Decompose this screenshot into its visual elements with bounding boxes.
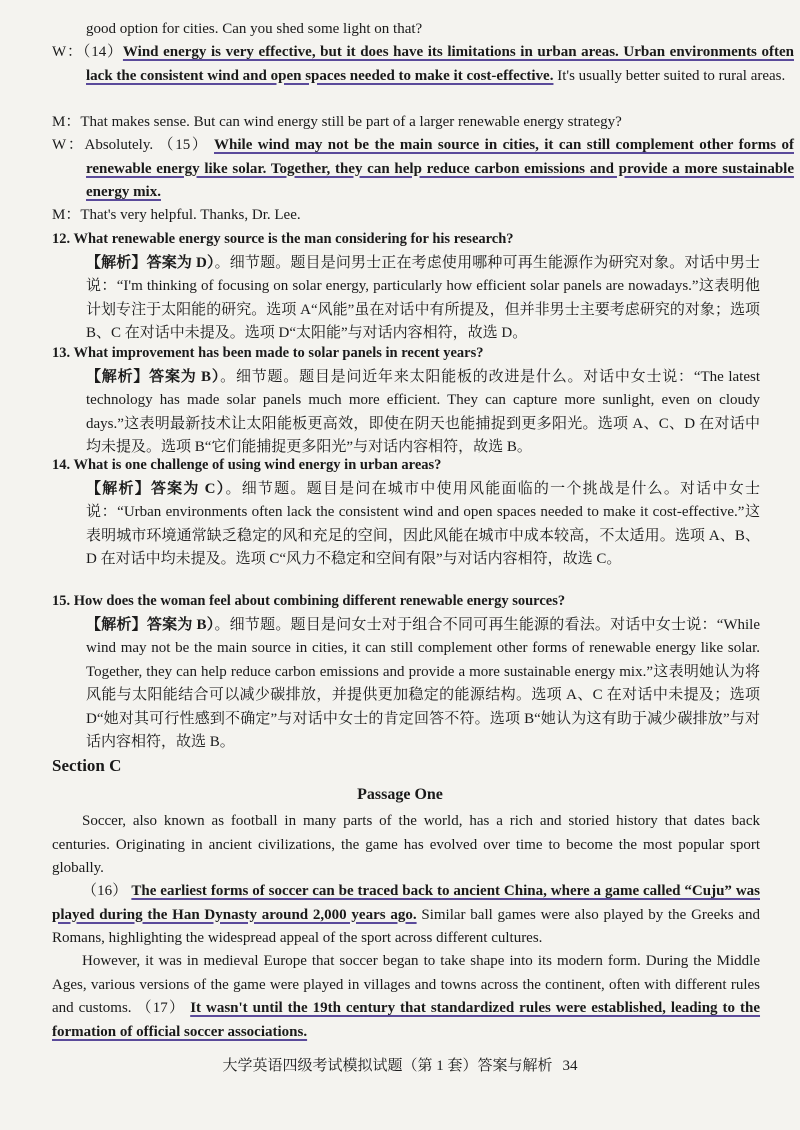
question-13 bbox=[52, 342, 760, 460]
paragraph-text: However, it was in medieval Europe that soccer began to take shape into its modern form. During the Middle Ages, various versions of the game were played in villages and towns across the continent, often with different rules and customs. （17） bbox=[52, 953, 760, 1016]
analysis bbox=[52, 614, 760, 755]
question-marker: （16） bbox=[82, 883, 132, 899]
passage-paragraph-3 bbox=[52, 950, 760, 1044]
analysis-label: 【解析】答案为 B） bbox=[86, 616, 215, 633]
dialogue-w14 bbox=[52, 41, 794, 88]
analysis bbox=[52, 366, 760, 460]
analysis bbox=[52, 478, 760, 572]
analysis bbox=[52, 252, 760, 346]
dialogue-m1 bbox=[52, 111, 794, 135]
dialogue-m2 bbox=[52, 204, 794, 228]
question-12 bbox=[52, 228, 760, 346]
dialogue-text: Absolutely. （15） bbox=[84, 137, 215, 153]
analysis-label: 【解析】答案为 D） bbox=[86, 254, 215, 271]
underlined-answer: While wind may not be the main source in cities, it can still complement other forms of renewable energy like solar. Together, they can help reduce carbon emissions and provide a more sustainable energy mix. bbox=[86, 137, 794, 200]
analysis-label: 【解析】答案为 C） bbox=[86, 480, 226, 497]
underlined-answer: It wasn't until the 19th century that standardized rules were established, leading to the formation of official soccer associations. bbox=[52, 1000, 761, 1040]
passage-paragraph-2 bbox=[52, 880, 760, 951]
dialogue-text: It's usually better suited to rural areas. bbox=[553, 67, 786, 84]
dialogue-text: That's very helpful. Thanks, Dr. Lee. bbox=[80, 207, 301, 223]
page-footer bbox=[0, 1054, 800, 1075]
section-heading: Section C bbox=[52, 756, 122, 775]
page-number: 34 bbox=[562, 1058, 578, 1074]
dialogue-line bbox=[52, 18, 794, 42]
passage-title: Passage One bbox=[357, 786, 443, 803]
speaker-label: M： bbox=[52, 114, 81, 130]
question-marker: （14） bbox=[82, 44, 123, 60]
dialogue-w15 bbox=[52, 134, 794, 205]
question-text: 14. What is one challenge of using wind energy in urban areas? bbox=[52, 457, 442, 473]
paragraph-text: Soccer, also known as football in many parts of the world, has a rich and storied history that dates back centuries. Originating in ancient civilizations, the game has evolved over time to become the most popular sport globally. bbox=[52, 813, 760, 876]
passage-paragraph-1 bbox=[52, 810, 760, 881]
underlined-answer: The earliest forms of soccer can be traced back to ancient China, where a game called “Cuju” was played during the Han Dynasty around 2,000 years ago. bbox=[52, 883, 760, 923]
underlined-answer: Wind energy is very effective, but it does have its limitations in urban areas. Urban environments often lack the consistent wind and open spaces needed to make it cost-effective. bbox=[86, 44, 794, 84]
analysis-text: 。细节题。题目是问女士对于组合不同可再生能源的看法。对话中女士说：“While wind may not be the main source in cities, it can still complement other forms of renewable energy like solar. Together, they can help reduce carbon emissions and provide a more sustainable energy mix.”这表明她认为将风能与太阳能结合可以减少碳排放，并提供更加稳定的能源结构。选项 A、C 在对话中未提及；选项 D“她对其可行性感到不确定”与对话中女士的肯定回答不符。选项 B“她认为这有助于减少碳排放”与对话内容相符，故选 B。 bbox=[86, 616, 760, 750]
analysis-text: 。细节题。题目是问近年来太阳能板的改进是什么。对话中女士说：“The latest technology has made solar panels much more efficient. They can capture more sunlight, even on cloudy days.”这表明最新技术让太阳能板更高效，即使在阴天也能捕捉到更多阳光。选项 A、C、D 在对话中均未提及。选项 B“它们能捕捉更多阳光”与对话内容相符，故选 B。 bbox=[86, 368, 760, 455]
analysis-label: 【解析】答案为 B） bbox=[86, 368, 221, 385]
dialogue-text: good option for cities. Can you shed some light on that? bbox=[86, 21, 423, 37]
question-text: 13. What improvement has been made to solar panels in recent years? bbox=[52, 345, 484, 361]
analysis-text: 。细节题。题目是问男士正在考虑使用哪种可再生能源作为研究对象。对话中男士说：“I'm thinking of focusing on solar energy, particularly how efficient solar panels are nowadays.”这表明他计划专注于太阳能的研究。选项 A“风能”虽在对话中有所提及，但并非男士主要考虑研究的对象；选项 B、C 在对话中未提及。选项 D“太阳能”与对话内容相符，故选 D。 bbox=[86, 254, 760, 341]
speaker-label: M： bbox=[52, 207, 81, 223]
paragraph-text: Similar ball games were also played by the Greeks and Romans, highlighting the widespread appeal of the sport across different cultures. bbox=[52, 906, 760, 946]
question-text: 15. How does the woman feel about combining different renewable energy sources? bbox=[52, 593, 566, 609]
question-14 bbox=[52, 454, 760, 572]
speaker-label: W： bbox=[52, 44, 83, 60]
dialogue-text: That makes sense. But can wind energy still be part of a larger renewable energy strategy? bbox=[80, 114, 622, 130]
question-15 bbox=[52, 590, 760, 755]
question-text: 12. What renewable energy source is the man considering for his research? bbox=[52, 231, 514, 247]
analysis-text: 。细节题。题目是问在城市中使用风能面临的一个挑战是什么。对话中女士说：“Urban environments often lack the consistent wind and open spaces needed to make it cost-effective.”这表明城市环境通常缺乏稳定的风和充足的空间，因此风能在城市中成本较高，不太适用。选项 A、B、D 在对话中均未提及。选项 C“风力不稳定和空间有限”与对话内容相符，故选 C。 bbox=[86, 480, 760, 567]
footer-title: 大学英语四级考试模拟试题（第 1 套）答案与解析 bbox=[222, 1058, 553, 1074]
speaker-label: W： bbox=[52, 137, 85, 153]
